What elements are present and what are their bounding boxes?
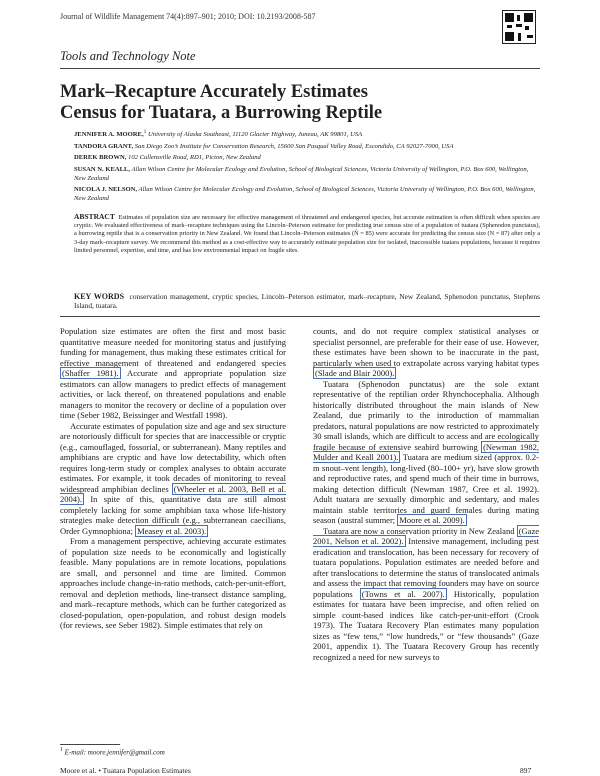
citation-link[interactable]: (Towns et al. 2007). [361,588,445,599]
title-line-1: Mark–Recapture Accurately Estimates [60,82,368,102]
abstract [74,213,540,255]
body-paragraph [313,379,539,526]
article-title [60,82,530,124]
footnote-mark: 1 [60,747,63,753]
citation-link[interactable]: (Wheeler et al. 2003, Bell et al. 2004). [60,483,286,504]
author-entry [74,186,540,203]
header-divider [60,316,540,317]
citation-link[interactable]: Measey et al. 2003). [137,525,207,536]
author-entry [74,128,540,140]
page-number: 897 [520,766,532,775]
citation-link[interactable]: Moore et al. 2009). [399,515,465,525]
author-email-footnote [60,747,165,756]
author-name: SUSAN N. KEALL, [74,165,131,173]
author-entry [74,143,540,152]
keywords-text: conservation management, cryptic species, Lincoln–Peterson estimator, mark–recapture, New Zealand, Sphenodon punctatus, Stephens Island, tuatara. [74,292,541,311]
author-list [74,128,540,206]
journal-citation-line: Journal of Wildlife Management 74(4):897–901; 2010; DOI: 10.2193/2008-587 [60,12,316,21]
citation-link[interactable]: (Newman 1982, Mulder and Keall 2001). [313,441,540,462]
author-affiliation: 102 Cullensville Road, RD1, Picton, New Zealand [126,154,261,162]
body-text: Tuatara (Sphenodon punctatus) are the sole extant representative of the reptilian order Rhynchocephalia. Although historically distributed throughout the main islands of New Zealand, due primarily to the introduction of mammalian predators, natural populations are now restricted to approximately 30 small islands, which are difficult to access and are ecologically fragile because of extensive seabird burrowing [313,378,539,452]
body-column-right [313,326,539,662]
citation-link[interactable]: (Slade and Blair 2000). [315,368,395,378]
body-text: counts, and do not require complex statistical analyses or specialist personnel, are preferable for their ease of use. However, these estimates have been shown to be inaccurate in the past, particularly when used to extrapolate across varying habitat types [313,326,539,368]
body-column-left [60,326,286,631]
author-name: TANDORA GRANT, [74,142,134,150]
citation-link[interactable]: (Shaffer 1981). [62,368,119,378]
body-paragraph [60,536,286,631]
author-entry [74,166,540,183]
keywords-label: KEY WORDS [74,292,125,301]
body-text: In spite of this, quantitative data are still almost completely lacking for some amphibian taxa whose life-history strategies make detection difficult (e.g., subterranean caecilians, Order Gymnophiona; [60,494,286,536]
body-text: From a management perspective, achieving accurate estimates of population size needs to be economically and logistically feasible. Many populations are in remote locations, populations are small, and personnel and time are limited. Common approaches include change-in-ratio methods, catch-per-unit-effort, removal and depletion methods, line-transect distance sampling, and mark–recapture methods, which can be further categorized as closed-population, open-population, and robust design models (for reviews, see Seber 1982). Simple estimates that rely on [60,536,286,630]
abstract-label: ABSTRACT [74,212,115,221]
section-label: Tools and Technology Note [60,49,196,63]
body-text: Accurate estimates of population size and age and sex structure are notoriously difficult for species that are inaccessible or cryptic (e.g., camouflaged, fossorial, or subterranean). Many reptiles and amphibians are cryptic and have low detectability, which often requires long-term study or complex analyses to obtain accurate estimates. For example, it took decades of monitoring to reveal widespread amphibian declines [60,420,286,494]
body-text: Tuatara are medium sized (approx. 0.2-m snout–vent length), long-lived (80–100+ yr), have slow growth and reproductive rates, and spend much of their time in burrows, making detection difficult (Newman 1987, Cree et al. 1992). Adult tuatara are sexually dimorphic and sedentary, and males maintain stable territories and guard females during mating season (austral summer; [313,452,539,525]
citation-link[interactable]: (Gaze 2001, Nelson et al. 2002). [313,525,539,546]
body-paragraph [313,526,539,663]
footnote-divider [60,744,120,745]
body-paragraph [60,326,286,421]
title-line-2: Census for Tuatara, a Burrowing Reptile [60,103,383,123]
body-paragraph [313,326,539,379]
author-affiliation: San Diego Zoo’s Institute for Conservation Research, 15600 San Pasqual Valley Road, Escondido, CA 92027-7000, USA [133,142,454,150]
body-text: Intensive management, including pest eradication and translocation, has been necessary for recovery of tuatara populations. Population estimates are needed before and after translocations to determine the status of translocated animals and assess the impact that removing founders may have on source populations [313,536,539,599]
author-affiliation: Allan Wilson Centre for Molecular Ecology and Evolution, School of Biological Sciences, Victoria University of Wellington, P.O. Box 600, Wellington, New Zealand [74,165,529,182]
footnote-text: E-mail: moore.jennifer@gmail.com [64,748,165,757]
section-divider [60,68,540,69]
body-text: Population size estimates are often the first and most basic quantitative measure needed for monitoring status and justifying funding for management, thus making these estimates critical for effective management of threatened and endangered species [60,326,286,368]
body-paragraph [60,421,286,537]
author-entry [74,154,540,163]
body-text: Historically, population estimates for tuatara have been imprecise, and often relied on simple count-based indices like catch-per-unit-effort (Crook 1973). The Tuatara Recovery Plan estimates many population sizes as “few tens,” “low hundreds,” or “few thousands” (Gaze 2001, appendix 1). The Tuatara Recovery Group has recently recognized a need for new surveys to [313,588,540,662]
author-affiliation: University of Alaska Southeast, 11120 Glacier Highway, Juneau, AK 99801, USA [146,131,363,139]
running-footer: Moore et al. • Tuatara Population Estimates [60,766,191,775]
body-text: Tuatara are now a conservation priority in New Zealand [323,525,517,536]
qr-code-icon [502,10,536,44]
author-name: NICOLA J. NELSON, [74,186,138,194]
author-affiliation: Allan Wilson Centre for Molecular Ecology and Evolution, School of Biological Sciences, Victoria University of Wellington, P.O. Box 600, Wellington, New Zealand [74,186,536,202]
author-name: DEREK BROWN, [74,154,127,162]
author-footnote-mark: 1 [143,129,147,135]
body-text: Accurate and appropriate population size estimators can allow managers to predict effects of management activities, or lack thereof, on threatened populations and enable managers to monitor the recovery or decline of a population over time (Seber 1982, Beissinger and Westfall 1998). [60,368,287,420]
abstract-text: Estimates of population size are necessary for effective management of threatened and endangered species, but accurate estimation is often difficult when species are cryptic. We evaluated effectiveness of mark–recapture techniques using the Lincoln–Peterson estimator for predicting true census size of a population of tuatara (Sphenodon punctatus), a burrowing reptile that is a conservation priority in New Zealand. We found that Lincoln–Peterson estimates (N̂ = 85) were accurate for predicting the census size (N = 87) after only a 3-day mark–recapture survey. We recommend this method as a cost-effective way to accurately estimate population size for isolated, inaccessible tuatara populations, because it requires limited personnel, expertise, and time, and has low environmental impact on fragile sites. [74,214,540,254]
author-name: JENNIFER A. MOORE, [74,131,144,139]
keywords [74,292,540,311]
